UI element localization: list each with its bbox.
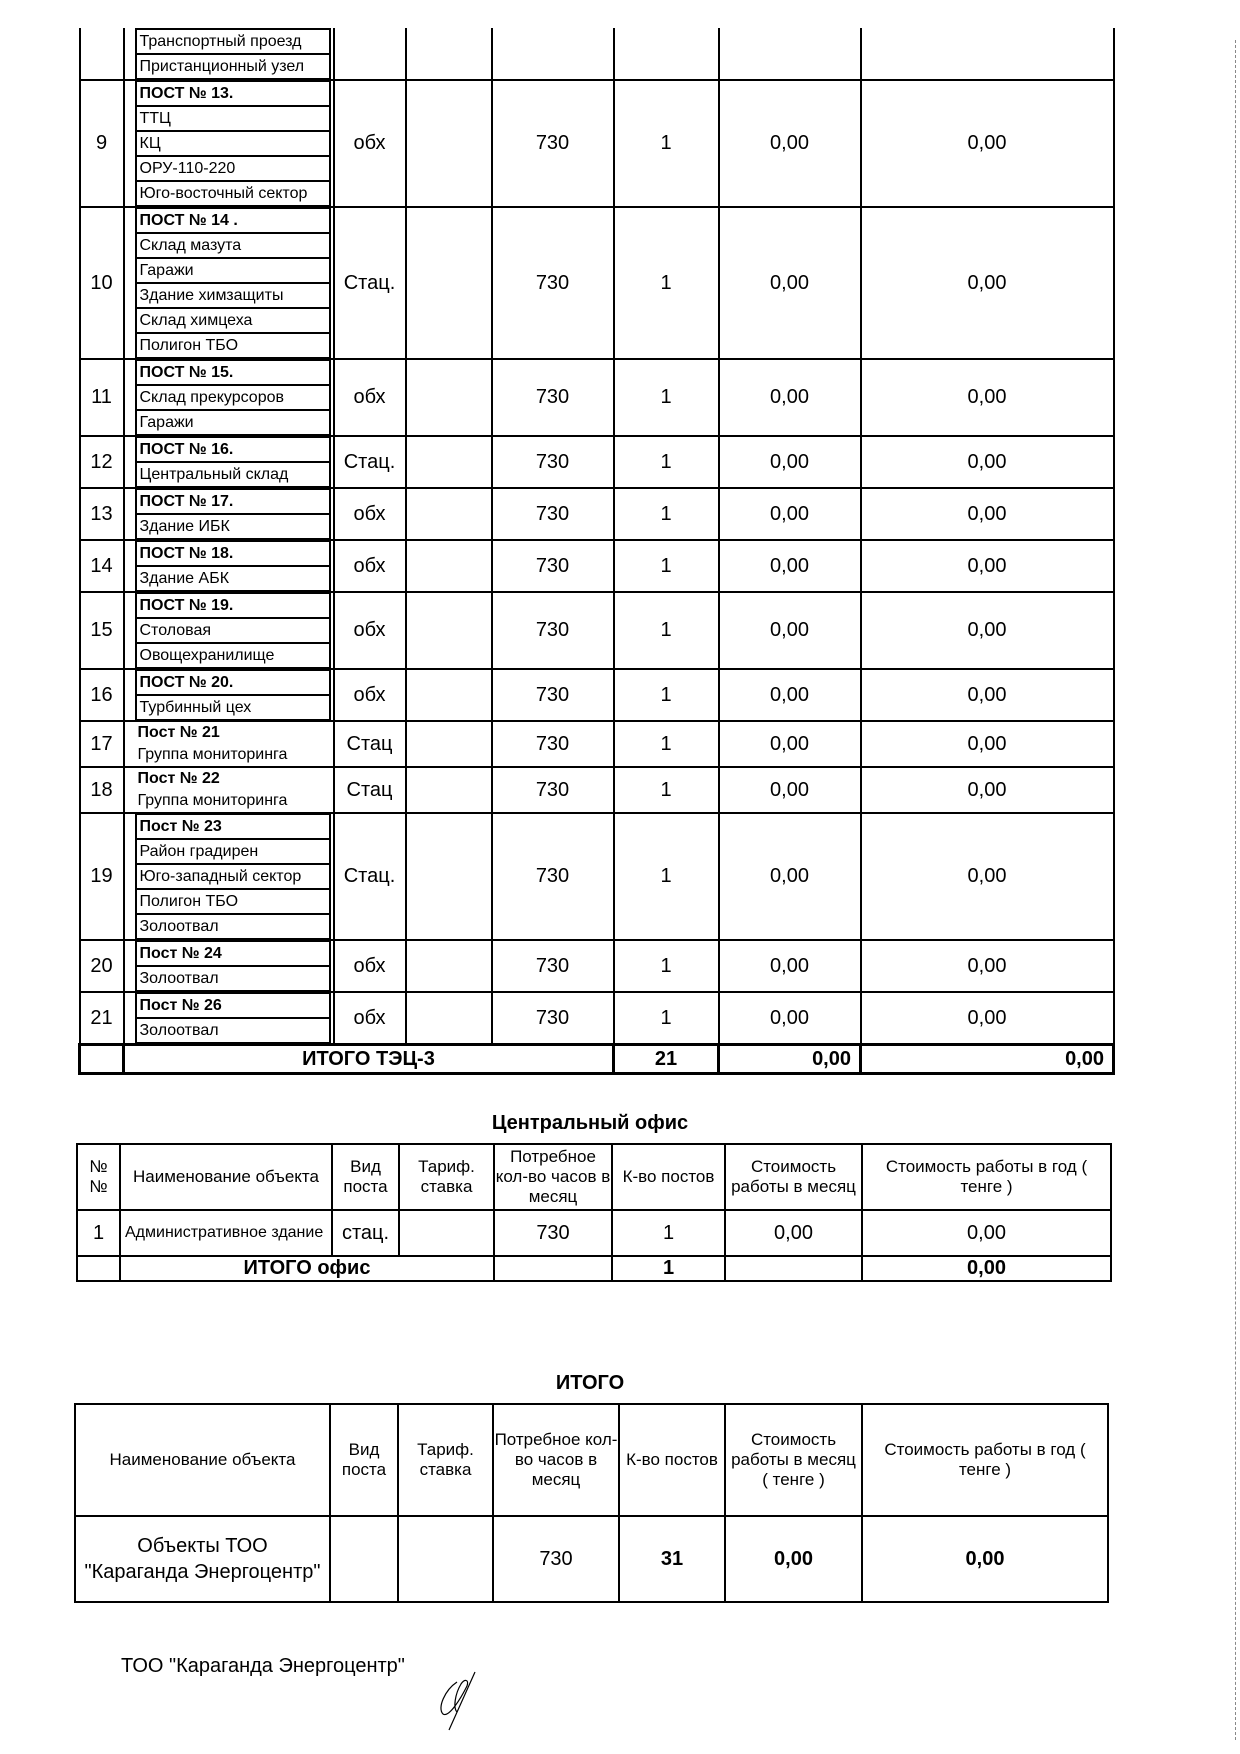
- row-month-cost: 0,00: [725, 1210, 862, 1256]
- post-location: Гаражи: [137, 259, 329, 284]
- row-num: 12: [80, 436, 124, 488]
- row-type: обх: [334, 80, 406, 207]
- row-year-cost: 0,00: [862, 1210, 1111, 1256]
- table-row: [80, 721, 1114, 767]
- post-location: Пост № 22: [137, 770, 220, 787]
- row-type: Стац: [334, 767, 406, 813]
- grand-total-table: [74, 1403, 1109, 1603]
- scan-margin-line: [1235, 40, 1236, 1740]
- row-posts: 1: [614, 436, 719, 488]
- table-row: [75, 1516, 1108, 1602]
- row-names: [124, 940, 334, 992]
- table-row: [80, 359, 1114, 436]
- row-rate: [406, 592, 492, 669]
- office-table: [76, 1143, 1112, 1282]
- row-num: 20: [80, 940, 124, 992]
- row-rate: [406, 669, 492, 721]
- post-location: Золоотвал: [139, 970, 219, 987]
- row-year-cost: 0,00: [861, 992, 1114, 1045]
- row-hours: 730: [492, 669, 614, 721]
- row-month-cost: 0,00: [725, 1516, 862, 1602]
- post-location: Район градирен: [137, 840, 329, 865]
- row-names: [124, 436, 334, 488]
- row-month-cost: 0,00: [719, 359, 861, 436]
- row-name: Объекты ТОО "Караганда Энергоцентр": [75, 1516, 330, 1602]
- grand-total-title: ИТОГО: [555, 1372, 625, 1394]
- row-hours: 730: [492, 540, 614, 592]
- row-num: 10: [80, 207, 124, 359]
- row-type: Стац.: [334, 436, 406, 488]
- row-num: 11: [80, 359, 124, 436]
- post-location: Центральный склад: [139, 466, 289, 483]
- row-month-cost: 0,00: [719, 940, 861, 992]
- header-hours: Потребное кол-во часов в месяц: [494, 1144, 612, 1210]
- post-location: ОРУ-110-220: [137, 157, 329, 182]
- row-rate: [398, 1516, 493, 1602]
- post-location: Юго-восточный сектор: [139, 185, 308, 202]
- post-location: Здание химзащиты: [137, 284, 329, 309]
- post-location: Группа мониторинга: [137, 792, 288, 809]
- row-month-cost: 0,00: [719, 992, 861, 1045]
- row-name: Административное здание: [120, 1210, 332, 1256]
- header-year-cost: Стоимость работы в год ( тенге ): [862, 1404, 1108, 1516]
- table-row: [80, 28, 1114, 80]
- row-posts: 1: [614, 207, 719, 359]
- row-rate: [406, 540, 492, 592]
- row-month-cost: 0,00: [719, 767, 861, 813]
- row-names: [124, 592, 334, 669]
- post-location: Столовая: [137, 619, 329, 644]
- row-names: [124, 721, 334, 767]
- row-names: [124, 540, 334, 592]
- row-rate: [406, 992, 492, 1045]
- post-location: Склад прекурсоров: [137, 386, 329, 411]
- row-year-cost: 0,00: [862, 1516, 1108, 1602]
- row-posts: 1: [614, 359, 719, 436]
- row-hours: 730: [493, 1516, 619, 1602]
- row-type: Стац: [334, 721, 406, 767]
- row-type: [330, 1516, 398, 1602]
- office-header-row: [77, 1144, 1111, 1210]
- table-row: [80, 592, 1114, 669]
- table-row: [80, 669, 1114, 721]
- row-posts: 1: [614, 721, 719, 767]
- row-year-cost: 0,00: [861, 436, 1114, 488]
- total-posts: 21: [614, 1045, 719, 1074]
- row-hours: 730: [492, 767, 614, 813]
- row-month-cost: 0,00: [719, 436, 861, 488]
- row-rate: [406, 359, 492, 436]
- row-hours: 730: [492, 940, 614, 992]
- row-type: обх: [334, 940, 406, 992]
- row-month-cost: 0,00: [719, 813, 861, 940]
- row-month-cost: 0,00: [719, 669, 861, 721]
- row-rate: [406, 436, 492, 488]
- header-posts: К-во постов: [612, 1144, 725, 1210]
- row-year-cost: 0,00: [861, 669, 1114, 721]
- row-hours: 730: [492, 488, 614, 540]
- post-location: Турбинный цех: [139, 699, 252, 716]
- row-num: 17: [80, 721, 124, 767]
- header-name: Наименование объекта: [75, 1404, 330, 1516]
- row-type: обх: [334, 592, 406, 669]
- row-year-cost: 0,00: [861, 207, 1114, 359]
- header-posts: К-во постов: [619, 1404, 725, 1516]
- row-posts: 1: [614, 813, 719, 940]
- row-hours: [492, 28, 614, 80]
- header-rate: Тариф. ставка: [398, 1404, 493, 1516]
- row-year-cost: 0,00: [861, 813, 1114, 940]
- total-year-cost: 0,00: [861, 1045, 1114, 1074]
- row-type: [334, 28, 406, 80]
- post-location: Транспортный проезд: [137, 30, 329, 55]
- post-location: ПОСТ № 18.: [137, 542, 329, 567]
- row-hours: 730: [492, 207, 614, 359]
- row-num: 18: [80, 767, 124, 813]
- row-hours: 730: [492, 592, 614, 669]
- office-total-posts: 1: [612, 1256, 725, 1281]
- post-location: КЦ: [137, 132, 329, 157]
- total-row: [80, 1045, 1114, 1074]
- grand-total-header-row: [75, 1404, 1108, 1516]
- row-posts: 1: [614, 488, 719, 540]
- post-location: ТТЦ: [137, 107, 329, 132]
- header-name: Наименование объекта: [120, 1144, 332, 1210]
- row-hours: 730: [492, 80, 614, 207]
- post-location: Здание ИБК: [139, 518, 230, 535]
- row-num: 1: [77, 1210, 120, 1256]
- post-location: ПОСТ № 19.: [137, 594, 329, 619]
- row-names: [124, 207, 334, 359]
- header-type: Вид поста: [332, 1144, 399, 1210]
- row-num: 14: [80, 540, 124, 592]
- row-names: [124, 813, 334, 940]
- total-month-cost: 0,00: [719, 1045, 861, 1074]
- header-num: № №: [77, 1144, 120, 1210]
- table-row: [80, 767, 1114, 813]
- header-rate: Тариф. ставка: [399, 1144, 494, 1210]
- post-location: Группа мониторинга: [137, 746, 288, 763]
- row-num: 13: [80, 488, 124, 540]
- row-num: 9: [80, 80, 124, 207]
- row-year-cost: 0,00: [861, 721, 1114, 767]
- row-year-cost: 0,00: [861, 540, 1114, 592]
- table-row: [80, 992, 1114, 1045]
- row-rate: [406, 488, 492, 540]
- post-location: Золоотвал: [139, 1022, 219, 1039]
- header-hours: Потребное кол-во часов в месяц: [493, 1404, 619, 1516]
- table-row: [80, 813, 1114, 940]
- row-type: обх: [334, 359, 406, 436]
- row-num: 19: [80, 813, 124, 940]
- row-type: стац.: [332, 1210, 399, 1256]
- post-location: Пост № 23: [137, 815, 329, 840]
- row-type: Стац.: [334, 207, 406, 359]
- row-names: [124, 28, 334, 80]
- office-section-title: Центральный офис: [491, 1112, 689, 1134]
- row-posts: 1: [614, 669, 719, 721]
- row-month-cost: 0,00: [719, 80, 861, 207]
- post-location: Пристанционный узел: [139, 57, 305, 75]
- row-year-cost: 0,00: [861, 592, 1114, 669]
- row-rate: [399, 1210, 494, 1256]
- row-month-cost: 0,00: [719, 592, 861, 669]
- post-location: Пост № 21: [137, 724, 220, 741]
- post-location: ПОСТ № 15.: [137, 361, 329, 386]
- row-hours: 730: [492, 359, 614, 436]
- table-row: [80, 540, 1114, 592]
- post-location: ПОСТ № 20.: [137, 671, 329, 696]
- header-type: Вид поста: [330, 1404, 398, 1516]
- table-row: [80, 80, 1114, 207]
- signature-icon: [435, 1668, 495, 1738]
- row-rate: [406, 813, 492, 940]
- post-location: Пост № 24: [137, 942, 329, 967]
- row-posts: 1: [614, 992, 719, 1045]
- total-label: ИТОГО ТЭЦ-3: [124, 1045, 614, 1074]
- post-location: ПОСТ № 16.: [137, 438, 329, 463]
- row-posts: 1: [614, 540, 719, 592]
- row-posts: 1: [614, 940, 719, 992]
- row-year-cost: 0,00: [861, 80, 1114, 207]
- office-total-year-cost: 0,00: [862, 1256, 1111, 1281]
- row-rate: [406, 28, 492, 80]
- row-names: [124, 359, 334, 436]
- post-location: Здание АБК: [139, 570, 230, 587]
- footer-company: ТОО "Караганда Энергоцентр": [121, 1655, 405, 1677]
- row-type: обх: [334, 540, 406, 592]
- row-num: 21: [80, 992, 124, 1045]
- row-hours: 730: [492, 721, 614, 767]
- table-row: [80, 207, 1114, 359]
- posts-table: [78, 28, 1115, 1075]
- row-posts: 1: [614, 767, 719, 813]
- row-posts: [614, 28, 719, 80]
- row-month-cost: 0,00: [719, 721, 861, 767]
- table-row: [80, 488, 1114, 540]
- row-hours: 730: [492, 436, 614, 488]
- post-location: Склад мазута: [137, 234, 329, 259]
- row-rate: [406, 207, 492, 359]
- row-type: обх: [334, 488, 406, 540]
- row-names: [124, 80, 334, 207]
- post-location: Золоотвал: [139, 918, 219, 935]
- table-row: [77, 1210, 1111, 1256]
- post-location: Полигон ТБО: [137, 890, 329, 915]
- row-year-cost: 0,00: [861, 359, 1114, 436]
- row-names: [124, 488, 334, 540]
- post-location: Овощехранилище: [139, 647, 275, 664]
- row-rate: [406, 80, 492, 207]
- row-posts: 1: [612, 1210, 725, 1256]
- row-num: 16: [80, 669, 124, 721]
- row-year-cost: 0,00: [861, 940, 1114, 992]
- row-num: 15: [80, 592, 124, 669]
- row-rate: [406, 721, 492, 767]
- post-location: Склад химцеха: [137, 309, 329, 334]
- row-type: обх: [334, 669, 406, 721]
- post-location: Гаражи: [139, 414, 194, 431]
- row-names: [124, 767, 334, 813]
- row-posts: 1: [614, 592, 719, 669]
- row-hours: 730: [492, 992, 614, 1045]
- row-month-cost: [719, 28, 861, 80]
- row-type: Стац.: [334, 813, 406, 940]
- row-year-cost: [861, 28, 1114, 80]
- row-hours: 730: [492, 813, 614, 940]
- table-row: [80, 940, 1114, 992]
- header-month-cost: Стоимость работы в месяц ( тенге ): [725, 1404, 862, 1516]
- row-month-cost: 0,00: [719, 540, 861, 592]
- row-rate: [406, 940, 492, 992]
- row-type: обх: [334, 992, 406, 1045]
- table-row: [80, 436, 1114, 488]
- row-month-cost: 0,00: [719, 207, 861, 359]
- row-year-cost: 0,00: [861, 488, 1114, 540]
- post-location: Юго-западный сектор: [137, 865, 329, 890]
- row-names: [124, 669, 334, 721]
- row-names: [124, 992, 334, 1045]
- row-rate: [406, 767, 492, 813]
- header-month-cost: Стоимость работы в месяц: [725, 1144, 862, 1210]
- row-hours: 730: [494, 1210, 612, 1256]
- post-location: ПОСТ № 17.: [137, 490, 329, 515]
- post-location: ПОСТ № 14 .: [137, 209, 329, 234]
- row-num: [80, 28, 124, 80]
- row-month-cost: 0,00: [719, 488, 861, 540]
- row-year-cost: 0,00: [861, 767, 1114, 813]
- post-location: ПОСТ № 13.: [137, 82, 329, 107]
- header-year-cost: Стоимость работы в год ( тенге ): [862, 1144, 1111, 1210]
- post-location: Полигон ТБО: [139, 337, 239, 354]
- office-total-row: [77, 1256, 1111, 1281]
- row-posts: 31: [619, 1516, 725, 1602]
- post-location: Пост № 26: [137, 994, 329, 1019]
- office-total-label: ИТОГО офис: [120, 1256, 494, 1281]
- row-posts: 1: [614, 80, 719, 207]
